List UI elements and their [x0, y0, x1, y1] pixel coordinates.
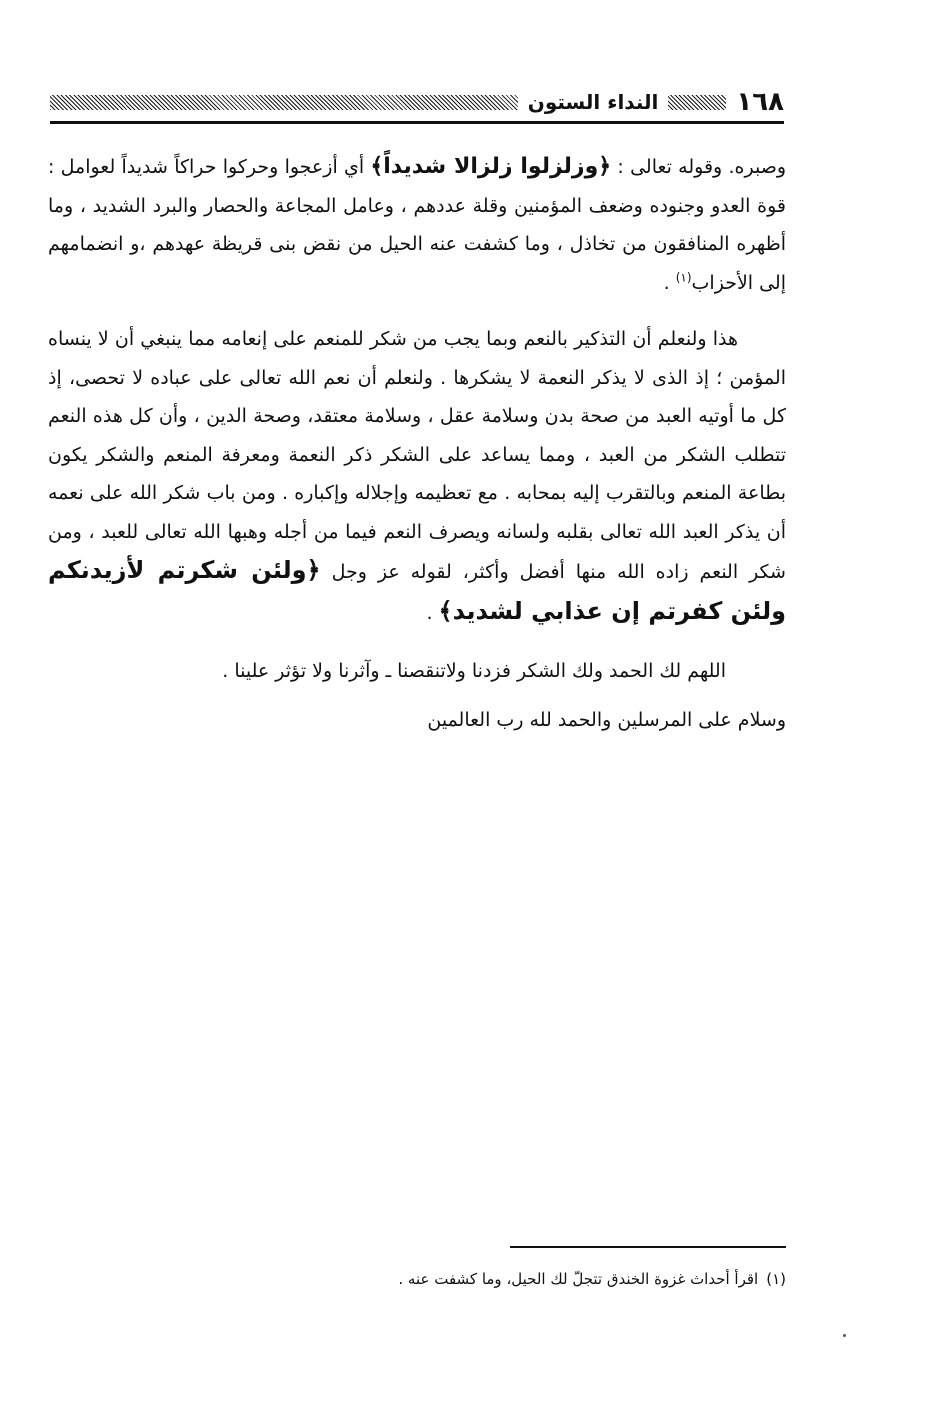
footnote [300, 1266, 786, 1292]
header-ornament-right [668, 95, 726, 110]
quran-verse-1: ﴿وزلزلوا زلزالا شديداً﴾ [370, 154, 612, 179]
quran-verse-2: ﴿ولئن شكرتم لأزيدنكم ولئن كفرتم إن عذابي لشديد﴾ [48, 556, 786, 625]
paragraph-1-text-b: أي أزعجوا وحركوا حراكاً شديداً لعوامل : قوة العدو وجنوده وضعف المؤمنين وقلة عددهم ، وعامل المجاعة والحصار والبرد الشديد ، وما أظهره المنافقون من تخاذل ، وما كشفت عنه الحيل من نقض بنى قريظة عهدهم ،و انضمامهم إلى الأحزاب [48, 156, 786, 294]
running-title: النداء الستون [527, 90, 659, 114]
dua-line: اللهم لك الحمد ولك الشكر فزدنا ولاتنقصنا ـ وآثرنا ولا تؤثر علينا . [222, 660, 726, 682]
footnote-rule [510, 1246, 786, 1248]
header-ornament-middle [126, 95, 518, 110]
footnote-text: اقرأ أحداث غزوة الخندق تتجلّ لك الحيل، وما كشفت عنه . [398, 1270, 759, 1288]
closing-line: وسلام على المرسلين والحمد لله رب العالمين [427, 708, 786, 731]
page-header [50, 84, 784, 120]
main-text [48, 148, 786, 739]
page-number: ١٦٨ [736, 87, 784, 117]
paragraph-2-text-b: . [426, 601, 439, 624]
paragraph-1-text-a: وصبره. وقوله تعالى : [611, 156, 787, 178]
footnote-reference[interactable]: (١) [675, 270, 692, 285]
footnote-number: (١) [766, 1270, 786, 1288]
header-rule [50, 121, 784, 124]
header-ornament-left [50, 95, 126, 110]
paragraph-1-text-c: . [663, 271, 676, 294]
paragraph-2 [48, 320, 786, 632]
scan-dot-mark [843, 1334, 846, 1337]
paragraph-2-text-a: هذا ولنعلم أن التذكير بالنعم وبما يجب من شكر للمنعم على إنعامه مما ينبغي أن لا ينساه المؤمن ؛ إذ الذى لا يذكر النعمة لا يشكرها . ولنعلم أن نعم الله تعالى على عباده لا تحصى، إذ كل ما أوتيه العبد من صحة بدن وسلامة عقل ، وسلامة معتقد، وصحة الدين ، وأن كل هذه النعم تتطلب الشكر من العبد ، ومما يساعد على الشكر ذكر النعمة ومعرفة المنعم والشكر يكون بطاعة المنعم وبالتقرب إليه بمحابه . مع تعظيمه وإجلاله وإكباره . ومن باب شكر الله على نعمه أن يذكر العبد الله تعالى بقلبه ولسانه ويصرف النعم فيما من أجله وهبها الله تعالى للعبد ، ومن شكر النعم زاده الله منها أفضل وأكثر، لقوله عز وجل [48, 328, 786, 583]
paragraph-1 [48, 148, 786, 302]
